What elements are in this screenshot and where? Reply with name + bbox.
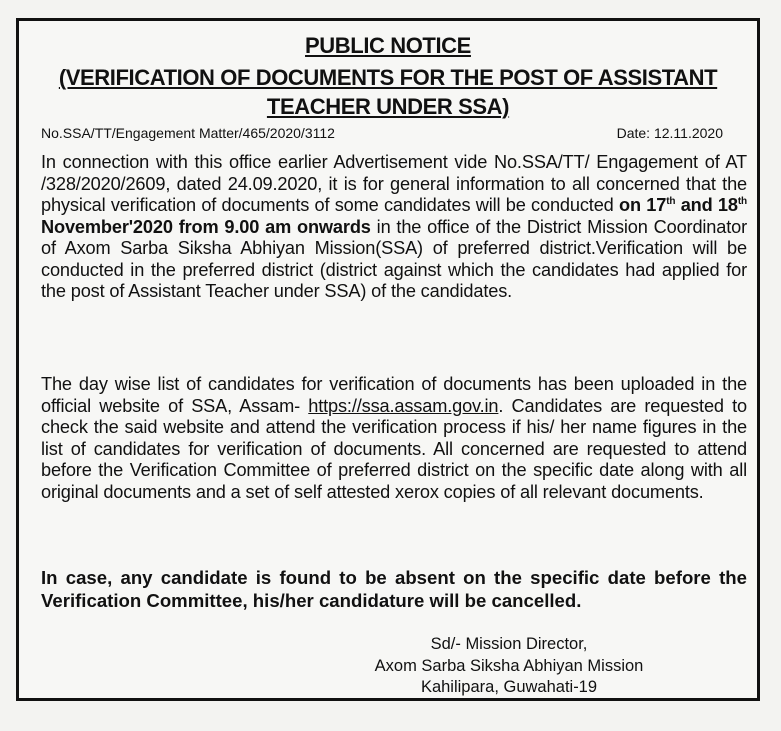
paragraph-absence-warning: In case, any candidate is found to be absent on the specific date before the Verification Committee, his/her candidature will be cancelled. xyxy=(41,567,747,611)
signature-line-3: Kahilipara, Guwahati-19 xyxy=(420,678,598,696)
signature-line-1: Sd/- Mission Director, xyxy=(430,635,588,653)
ssa-website-link[interactable]: https://ssa.assam.gov.in xyxy=(308,395,499,416)
notice-date: Date: 12.11.2020 xyxy=(616,125,723,141)
paragraph2-text-a: The day wise list of candidates for verification of documents has been uploaded in the official website of SSA, Assam- xyxy=(41,374,747,416)
paragraph1-text-a: In connection with this office earlier Advertisement vide No.SSA/TT/ Engagement of AT /328/2020/2609, dated 24.09.2020, it is for general information to all concerned that the physical verification of documents of some candidates will be conducted xyxy=(41,152,747,215)
notice-title: PUBLIC NOTICE xyxy=(305,33,471,58)
signature-block xyxy=(329,634,689,699)
notice-meta xyxy=(41,125,723,141)
reference-number: No.SSA/TT/Engagement Matter/465/2020/3112 xyxy=(41,125,335,141)
schedule-sup1: th xyxy=(666,195,676,207)
public-notice xyxy=(16,18,760,701)
schedule-sup2: th xyxy=(737,195,748,207)
schedule-rest: November'2020 from 9.00 am onwards xyxy=(41,216,371,237)
paragraph-verification-schedule xyxy=(41,152,747,303)
paragraph1-text-b: in the office of the District Mission Coordinator of Axom Sarba Siksha Abhiyan Mission(SSA) of preferred district.Verification will be conducted in the preferred district (district against which the candidates had applied for the post of Assistant Teacher under SSA) of the candidates. xyxy=(41,216,747,301)
signature-line-2: Axom Sarba Siksha Abhiyan Mission xyxy=(374,656,644,675)
schedule-on: on 17 xyxy=(619,195,667,215)
schedule-and: and 18 xyxy=(680,195,738,215)
paragraph-website-list xyxy=(41,374,747,503)
paragraph2-text-b: . Candidates are requested to check the said website and attend the verification process if his/ her name figures in the list of candidates for verification of documents. All concerned are requested to attend before the Verification Committee of preferred district on the specific date along with all original documents and a set of self attested xerox copies of all relevant documents. xyxy=(41,395,747,502)
notice-subtitle: (VERIFICATION OF DOCUMENTS FOR THE POST OF ASSISTANT TEACHER UNDER SSA) xyxy=(58,65,718,119)
